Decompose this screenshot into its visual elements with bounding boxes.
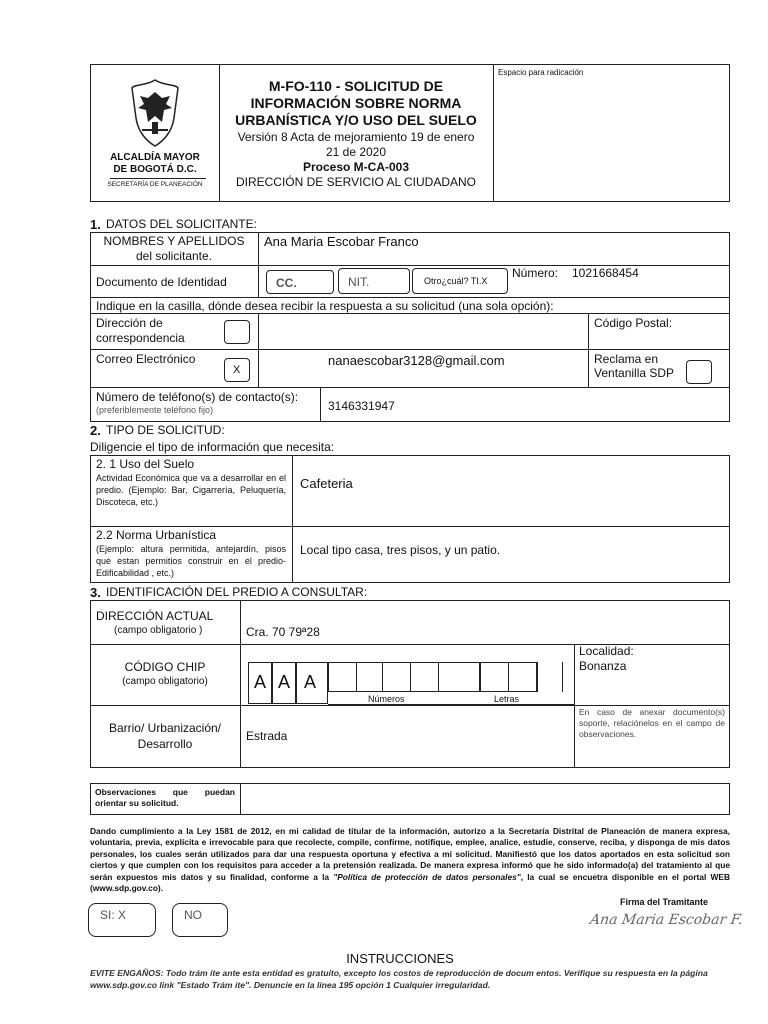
reclama-checkbox[interactable] [686, 360, 712, 384]
section2-title: TIPO DE SOLICITUD: [106, 423, 225, 437]
no-label: NO [184, 908, 202, 922]
version-line2: 21 de 2020 [325, 145, 387, 159]
form-title-line3: URBANÍSTICA Y/O USO DEL SUELO [235, 112, 477, 128]
section1-title: DATOS DEL SOLICITANTE: [106, 217, 257, 231]
header-divider-2 [493, 64, 494, 202]
telefono-hint: (preferiblemente teléfono fijo) [96, 405, 214, 415]
proceso: Proceso M-CA-003 [302, 160, 410, 174]
chip-label: CÓDIGO CHIP [124, 660, 206, 674]
nombres-input[interactable]: Ana Maria Escobar Franco [264, 234, 419, 249]
si-label: SI: X [100, 908, 127, 922]
form-title-line2: INFORMACIÓN SOBRE NORMA [250, 95, 462, 111]
direccion-actual-input[interactable]: Cra. 70 79ª28 [246, 625, 320, 639]
s3-row-line [90, 644, 730, 645]
nit-label: NIT. [348, 275, 370, 289]
s1-col-line [588, 313, 589, 387]
chip-cell-line [410, 662, 411, 692]
barrio-label-1: Barrio/ Urbanización/ [108, 721, 222, 735]
logo-line1: ALCALDÍA MAYOR [110, 152, 200, 163]
evite-text: EVITE ENGAÑOS: Todo trám ite ante esta entidad es gratuito, excepto los costos de reproducción de docum entos. Verifique su respuesta en la página www.sdp.gov.co link "Estado Trám ite". Denuncie en la línea 195 opción 1 Cualquier irregularidad. [90, 968, 708, 990]
numeros-label: Números [368, 694, 405, 704]
documento-label: Documento de Identidad [96, 275, 227, 289]
section2-number: 2. [90, 423, 101, 438]
section1-number: 1. [90, 217, 101, 232]
diligencie-text: Diligencie el tipo de información que necesita: [90, 440, 335, 454]
chip-cell-line [356, 662, 357, 692]
correo-label: Correo Electrónico [96, 352, 196, 366]
chip-base-line [328, 704, 574, 705]
s1-col-line [258, 313, 259, 387]
chip-sub: (campo obligatorio) [122, 676, 208, 687]
norma-input[interactable]: Local tipo casa, tres pisos, y un patio. [300, 543, 501, 557]
nombres-label-2: del solicitante. [135, 249, 213, 263]
logo-rule [110, 178, 206, 179]
chip-letters-box[interactable] [480, 662, 538, 692]
letras-label: Letras [494, 694, 520, 704]
form-title-line1: M-FO-110 - SOLICITUD DE [268, 78, 444, 94]
s1-row-line [90, 387, 730, 388]
bogota-shield-icon [126, 78, 184, 148]
localidad-label: Localidad: [579, 644, 634, 658]
direccion-corresp-label-1: Dirección de [96, 316, 163, 330]
chip-letter-2: A [278, 672, 291, 692]
barrio-input[interactable]: Estrada [246, 729, 288, 743]
s2-row-line [90, 526, 730, 527]
chip-numbers-box[interactable] [328, 662, 480, 692]
chip-letter-3: A [304, 672, 317, 692]
correo-mark: X [233, 364, 241, 376]
s3-row-line [90, 705, 730, 706]
section3-number: 3. [90, 585, 101, 600]
codigo-postal-label: Código Postal: [594, 316, 673, 330]
s1-col-line [320, 387, 321, 422]
direccion-corresp-label-2: correspondencia [96, 331, 185, 345]
direccion-corresp-checkbox[interactable] [224, 320, 250, 344]
correo-input[interactable]: nanaescobar3128@gmail.com [328, 353, 505, 368]
legal-tail: , la cual se encuetra disponible en el portal WEB (www.sdp.gov.co). [90, 871, 730, 894]
localidad-input[interactable]: Bonanza [579, 659, 627, 673]
logo-line2: DE BOGOTÁ D.C. [113, 164, 197, 175]
version-line1: Versión 8 Acta de mejoramiento 19 de enero [237, 130, 475, 144]
barrio-label-2: Desarrollo [137, 737, 193, 751]
s1-col-line [258, 232, 259, 297]
otro-label: Otro¿cuál? TI.X [424, 276, 488, 286]
reclama-label-1: Reclama en [594, 352, 659, 366]
s1-row-line [90, 297, 730, 298]
uso-desc: Actividad Económica que va a desarrollar en el predio. (Ejemplo: Bar, Cigarrería, Peluquería, Discoteca, etc.) [96, 473, 286, 507]
chip-cell-line [438, 662, 439, 692]
s1-row-line [90, 349, 730, 350]
direccion-actual-sub: (campo obligatorio ) [114, 625, 203, 636]
telefono-label: Número de teléfono(s) de contacto(s): [96, 390, 299, 404]
legal-policy: "Política de protección de datos personales" [333, 871, 521, 882]
s3-col-line [574, 644, 575, 768]
reclama-label-2: Ventanilla SDP [594, 366, 675, 380]
numero-label: Número: [512, 266, 559, 280]
section3-title: IDENTIFICACIÓN DEL PREDIO A CONSULTAR: [106, 585, 368, 599]
instrucciones-title: INSTRUCCIONES [346, 951, 454, 966]
chip-cell-line [382, 662, 383, 692]
direccion-servicio: DIRECCIÓN DE SERVICIO AL CIUDADANO [235, 175, 477, 189]
observaciones-label: Observaciones que puedan orientar su solicitud. [95, 787, 235, 808]
chip-letter-1: A [254, 672, 267, 692]
s1-row-line [90, 313, 730, 314]
norma-desc: (Ejemplo: altura permitida, antejardín, pisos que estan permitios construir en el predio-Edificabilidad , etc.) [96, 544, 286, 578]
chip-cell-line [536, 662, 537, 692]
firma-signature: Ana Maria Escobar F. [588, 912, 744, 928]
anexar-note: En caso de anexar documento(s) soporte, relaciónelos en el campo de observaciones. [579, 707, 725, 739]
numero-input[interactable]: 1021668454 [572, 266, 639, 280]
legal-main: Dando cumplimiento a la Ley 1581 de 2012, en mi calidad de titular de la información, autorizo a la Secretaría Distrital de Planeación de manera expresa, voluntaria, previa, explícita e irrevocable para que recolecte, compile, confirme, notifique, emplee, analice, estudie, conserve, reciba, y disponga de mis datos personales, los cuales serán utilizados para dar una respuesta oportuna y efectiva a mi solicitud. Manifiestó que los datos aportados en esta solicitud son ciertos y que cumplen con los requisitos para acceder a la pretensión realizada. De manera expresa informó que he sido informado(a) del tratamiento al que serán expuestos mis datos y su finalidad, conforme a la [90, 826, 730, 882]
s2-col-line [292, 455, 293, 583]
chip-cell-line [562, 662, 563, 692]
telefono-input[interactable]: 3146331947 [328, 399, 395, 413]
nombres-label-1: NOMBRES Y APELLIDOS [103, 234, 245, 248]
radicacion-label: Espacio para radicación [498, 68, 584, 77]
norma-title: 2.2 Norma Urbanística [96, 528, 217, 542]
uso-input[interactable]: Cafeteria [300, 476, 353, 491]
firma-label: Firma del Tramitante [620, 897, 709, 907]
cc-label: CC. [276, 276, 297, 290]
uso-title: 2. 1 Uso del Suelo [96, 457, 195, 471]
logo-line3: SECRETARÍA DE PLANEACIÓN [107, 181, 203, 188]
indique-text: Indique en la casilla, dónde desea recibir la respuesta a su solicitud (una sola opción): [96, 299, 554, 313]
observaciones-col-line [240, 783, 241, 815]
direccion-actual-label: DIRECCIÓN ACTUAL [96, 609, 214, 623]
chip-cell-line [508, 662, 509, 692]
s3-col-line [240, 600, 241, 768]
legal-text [90, 826, 730, 894]
